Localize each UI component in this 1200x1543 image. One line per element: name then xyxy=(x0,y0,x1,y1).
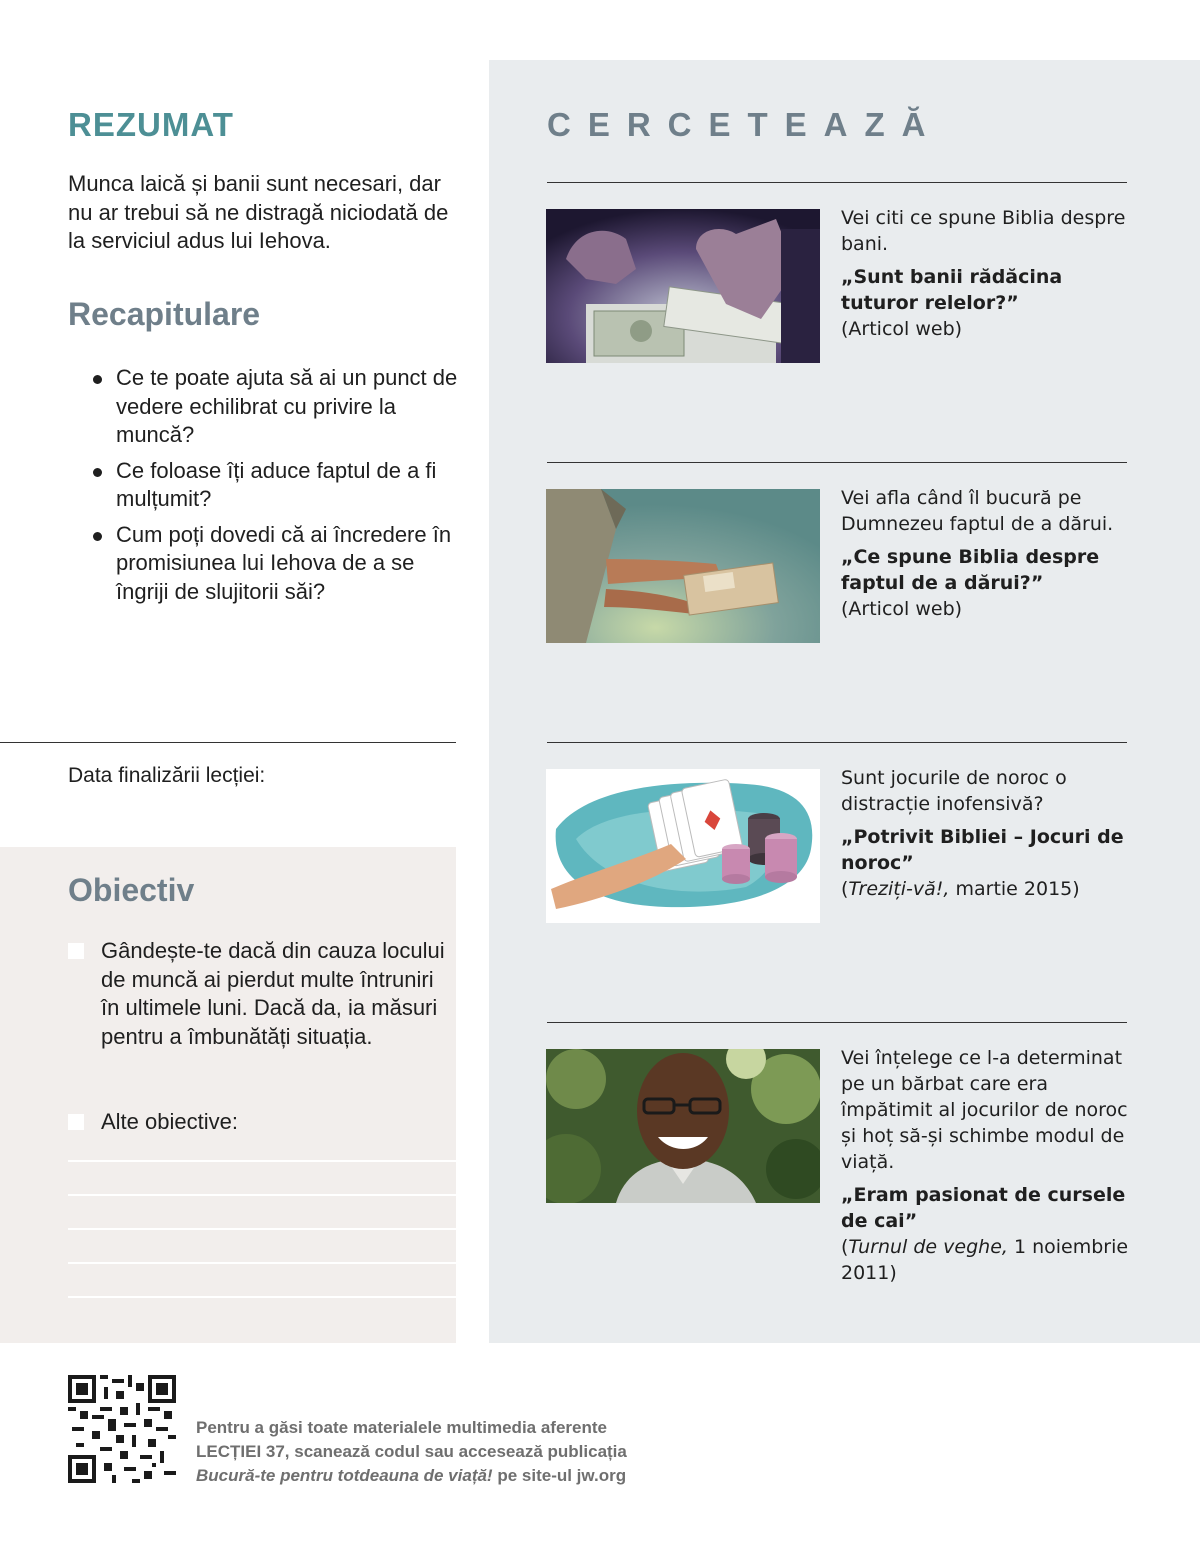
resource-description: Sunt jocurile de noroc o distracție inofensivă? xyxy=(841,767,1067,815)
smiling-man-image[interactable] xyxy=(546,1049,820,1203)
recapitulare-list xyxy=(90,364,460,613)
goal-checkbox[interactable] xyxy=(68,943,84,959)
resource-description: Vei înțelege ce l-a determinat pe un bărbat care era împătimit al jocurilor de noroc și hoț să-și schimbe modul de viață. xyxy=(841,1047,1128,1173)
other-goals-label: Alte obiective: xyxy=(101,1109,238,1134)
hands-money-image[interactable] xyxy=(546,209,820,363)
goal-item xyxy=(68,937,448,1051)
recapitulare-heading: Recapitulare xyxy=(68,296,261,332)
footer-text: Pentru a găsi toate materialele multimedia aferente LECȚIEI 37, scanează codul sau accesează publicația Bucură-te pentru totdeauna de viață! pe site-ul jw.org xyxy=(196,1418,627,1485)
cerceteaza-heading: CERCETEAZĂ xyxy=(547,106,943,143)
resource-item-giving xyxy=(841,485,1131,622)
write-line[interactable] xyxy=(68,1262,456,1264)
divider xyxy=(547,462,1127,463)
hands-money-illustration xyxy=(546,209,820,363)
resource-source: (Treziți-vă!, martie 2015) xyxy=(841,878,1080,900)
resource-item-horse-racing xyxy=(841,1045,1131,1286)
playing-cards-chips-illustration xyxy=(546,769,820,923)
resource-source: (Articol web) xyxy=(841,318,963,340)
gambling-image[interactable] xyxy=(546,769,820,923)
giving-gift-image[interactable] xyxy=(546,489,820,643)
write-line[interactable] xyxy=(68,1194,456,1196)
obiectiv-heading: Obiectiv xyxy=(68,872,195,908)
hands-giving-gift-illustration xyxy=(546,489,820,643)
resource-item-gambling xyxy=(841,765,1131,902)
recap-question: Ce foloase îți aduce faptul de a fi mulțumit? xyxy=(90,457,460,514)
resource-item-money xyxy=(841,205,1131,342)
other-goals-item xyxy=(68,1108,448,1137)
resource-description: Vei citi ce spune Biblia despre bani. xyxy=(841,207,1126,255)
resource-source: (Articol web) xyxy=(841,598,963,620)
smiling-man-photo xyxy=(546,1049,820,1203)
resource-link[interactable]: „Sunt banii rădăcina tuturor relelor?” xyxy=(841,266,1063,314)
rezumat-text: Munca laică și banii sunt necesari, dar nu ar trebui să ne distragă niciodată de la serviciul adus lui Iehova. xyxy=(68,171,449,253)
obiectiv-panel xyxy=(0,847,456,1343)
resource-link[interactable]: „Eram pasionat de cursele de cai” xyxy=(841,1184,1126,1232)
qr-code-icon[interactable] xyxy=(68,1375,176,1483)
write-line[interactable] xyxy=(68,1160,456,1162)
completion-date-label: Data finalizării lecției: xyxy=(68,764,266,787)
recap-question: Ce te poate ajuta să ai un punct de vedere echilibrat cu privire la muncă? xyxy=(90,364,460,450)
bullet-icon xyxy=(93,468,102,477)
resource-source: (Turnul de veghe, 1 noiembrie 2011) xyxy=(841,1236,1129,1284)
other-goals-checkbox[interactable] xyxy=(68,1114,84,1130)
resource-link[interactable]: „Ce spune Biblia despre faptul de a dărui?” xyxy=(841,546,1100,594)
qr-code xyxy=(68,1375,176,1483)
rezumat-heading: REZUMAT xyxy=(68,106,234,143)
divider xyxy=(547,182,1127,183)
divider xyxy=(547,742,1127,743)
bullet-icon xyxy=(93,375,102,384)
recap-question: Cum poți dovedi că ai încredere în promisiunea lui Iehova de a se îngriji de slujitorii săi? xyxy=(90,521,460,607)
write-line[interactable] xyxy=(68,1296,456,1298)
goal-text: Gândește-te dacă din cauza locului de muncă ai pierdut multe întruniri în ultimele luni. Dacă da, ia măsuri pentru a îmbunătăți situația. xyxy=(101,938,445,1049)
divider xyxy=(0,742,456,743)
bullet-icon xyxy=(93,532,102,541)
write-line[interactable] xyxy=(68,1228,456,1230)
resource-description: Vei afla când îl bucură pe Dumnezeu faptul de a dărui. xyxy=(841,487,1114,535)
divider xyxy=(547,1022,1127,1023)
resource-link[interactable]: „Potrivit Bibliei – Jocuri de noroc” xyxy=(841,826,1124,874)
